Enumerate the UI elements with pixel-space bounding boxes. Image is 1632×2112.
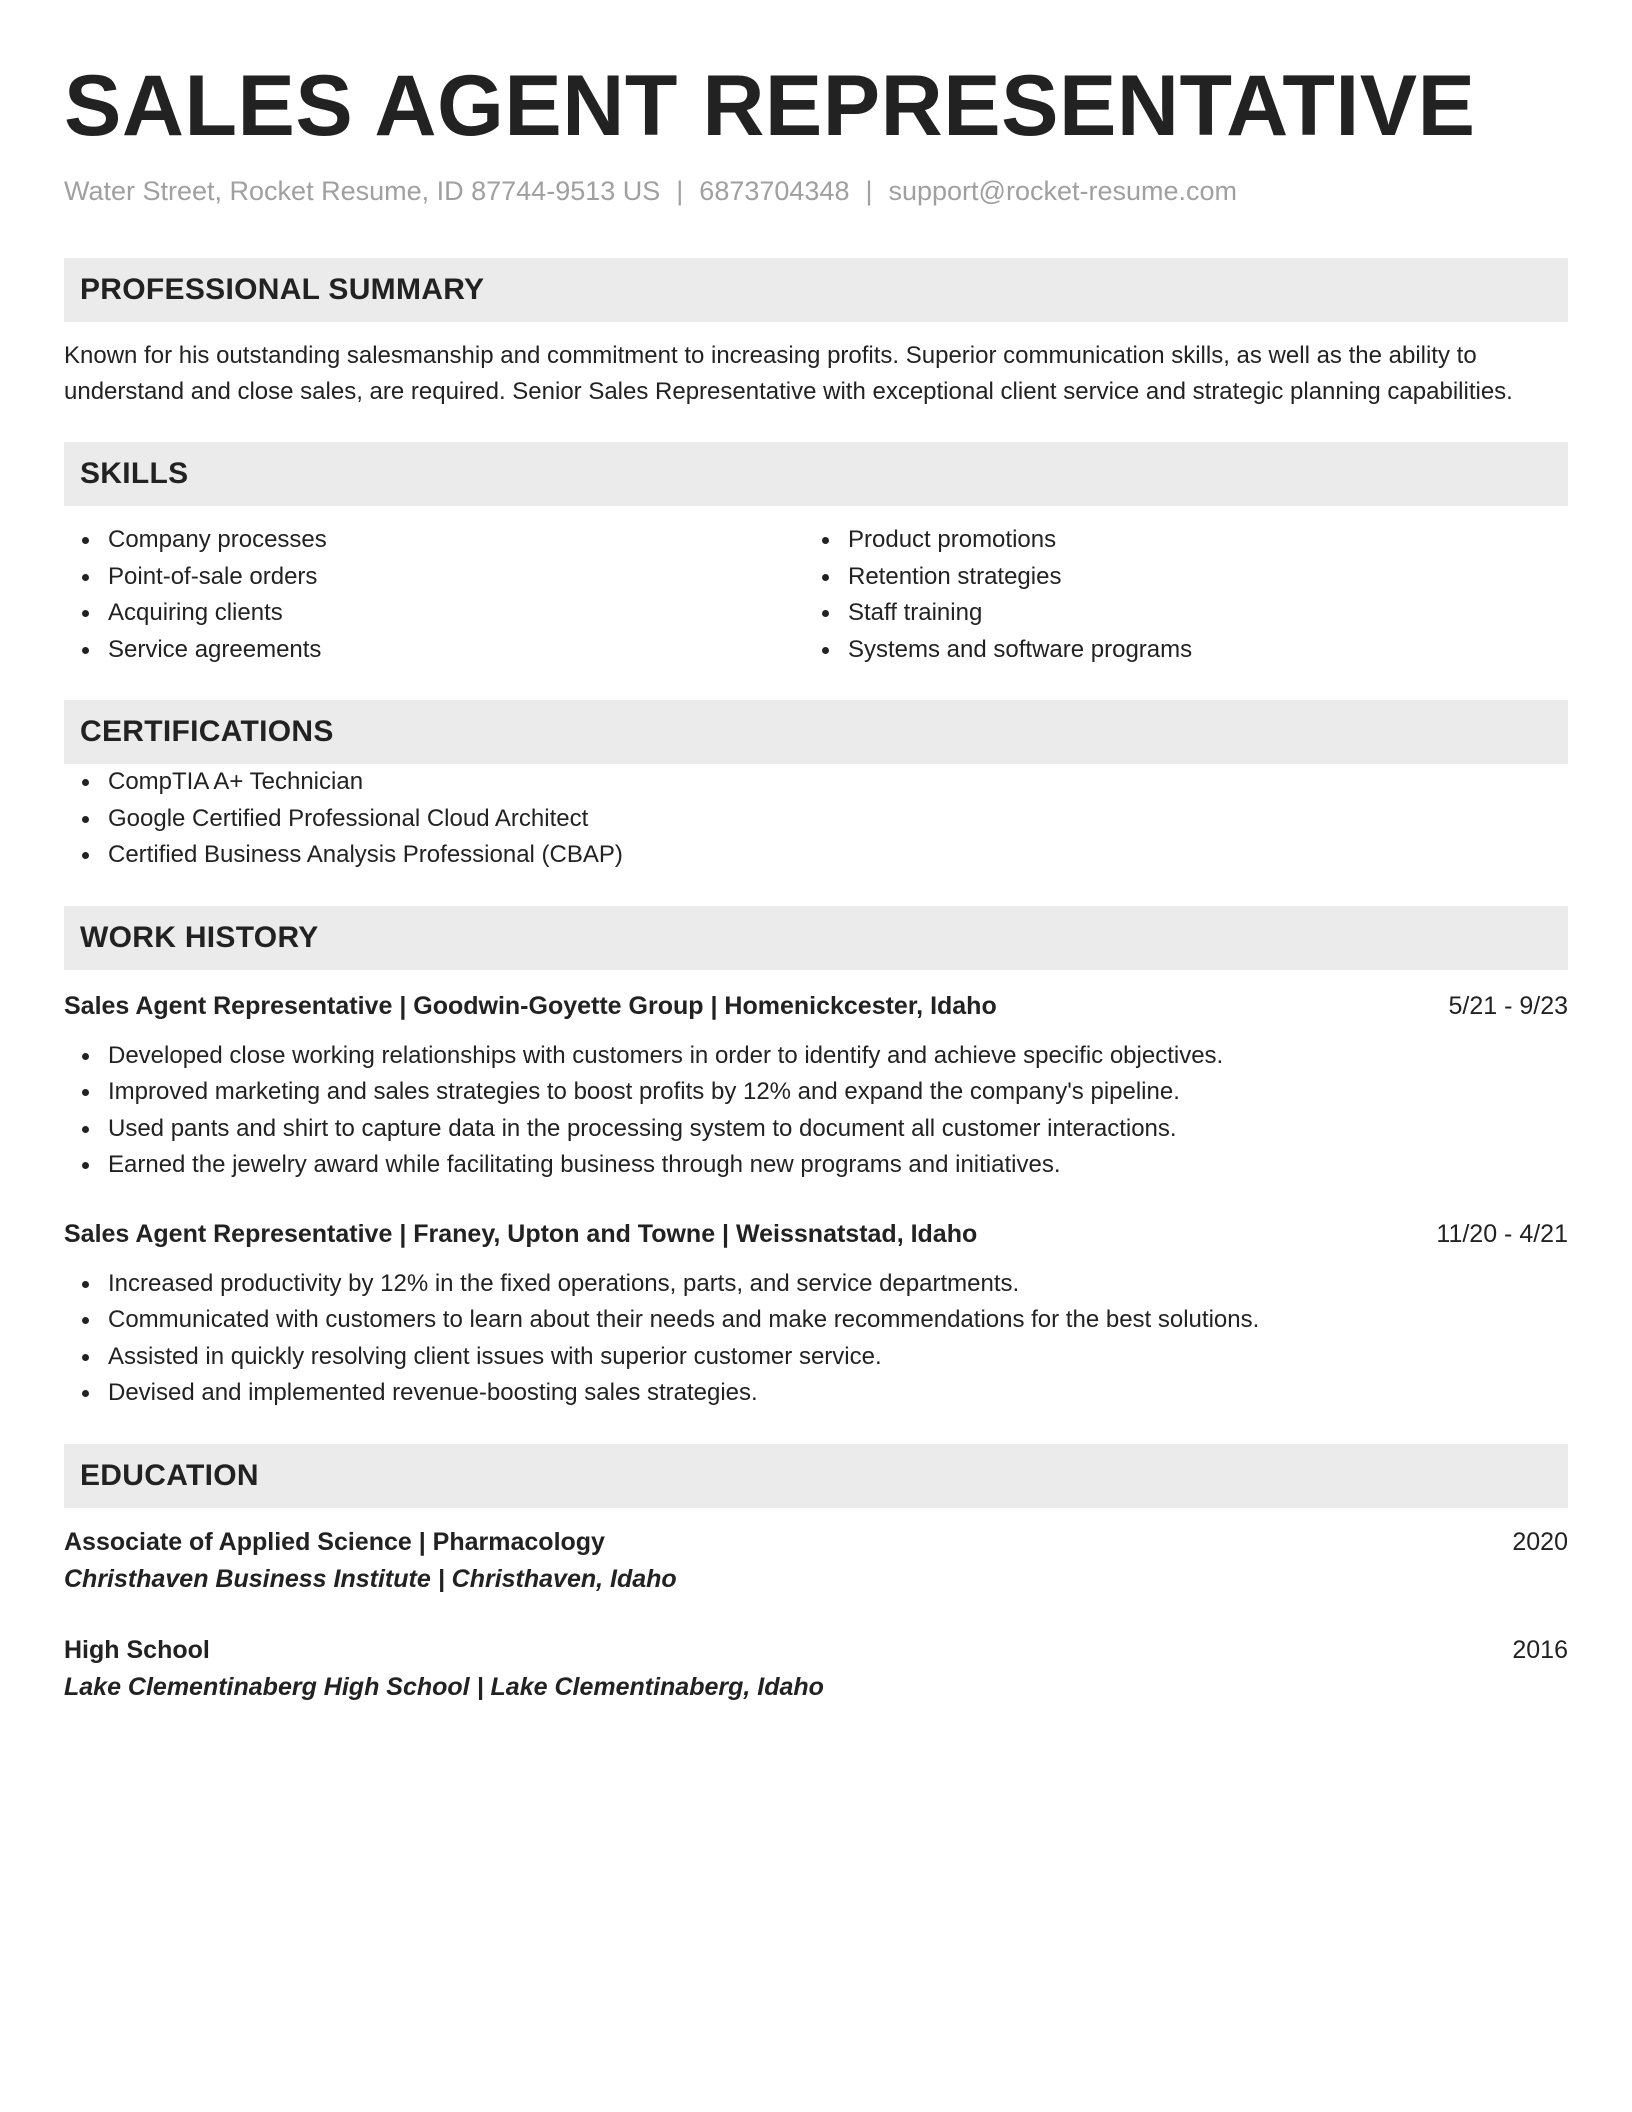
education-header [64,1632,1568,1668]
education-heading: EDUCATION [64,1444,1568,1508]
certifications-heading: CERTIFICATIONS [64,700,1568,764]
job-dates: 5/21 - 9/23 [1448,991,1568,1020]
skills-heading: SKILLS [64,442,1568,506]
job-bullet: Developed close working relationships with customers in order to identify and achieve specific objectives. [64,1038,1568,1075]
education-header [64,1524,1568,1560]
candidate-name: SALES AGENT REPRESENTATIVE [64,58,1476,154]
skill-item: Point-of-sale orders [64,559,804,596]
job-bullet: Communicated with customers to learn about their needs and make recommendations for the best solutions. [64,1302,1568,1339]
certifications-list [64,764,1568,874]
certification-item: Certified Business Analysis Professional (CBAP) [64,837,1568,874]
skill-item: Product promotions [804,522,1568,559]
summary-text: Known for his outstanding salesmanship and commitment to increasing profits. Superior communication skills, as well as the ability to understand and close sales, are required. Senior Sales Representative with exceptional client service and strategic planning capabilities. [64,342,1513,405]
skill-item: Retention strategies [804,559,1568,596]
contact-address: Water Street, Rocket Resume, ID 87744-9513 US [64,176,661,206]
education-entry [64,1632,1568,1706]
contact-separator: | [865,176,873,206]
skill-item: Staff training [804,595,1568,632]
job-bullet: Improved marketing and sales strategies to boost profits by 12% and expand the company's pipeline. [64,1074,1568,1111]
contact-email: support@rocket-resume.com [888,176,1238,206]
job-title: Sales Agent Representative | Goodwin-Goyette Group | Homenickcester, Idaho [64,991,997,1020]
school-name: Christhaven Business Institute | Christhaven, Idaho [64,1564,677,1593]
skills-grid [64,522,1568,668]
job-title: Sales Agent Representative | Franey, Upton and Towne | Weissnatstad, Idaho [64,1219,978,1248]
job-bullet: Used pants and shirt to capture data in the processing system to document all customer interactions. [64,1111,1568,1148]
degree-title: High School [64,1635,210,1664]
skills-list-left [64,522,804,668]
skill-item: Service agreements [64,632,804,669]
graduation-year: 2016 [1512,1635,1568,1664]
education-entry [64,1524,1568,1598]
contact-line [64,174,1568,208]
graduation-year: 2020 [1512,1527,1568,1556]
contact-separator: | [676,176,684,206]
certification-item: CompTIA A+ Technician [64,764,1568,801]
job-bullets [64,1266,1568,1412]
skill-item: Company processes [64,522,804,559]
skill-item: Acquiring clients [64,595,804,632]
skill-item: Systems and software programs [804,632,1568,669]
job-header [64,988,1568,1024]
job-bullet: Earned the jewelry award while facilitating business through new programs and initiatives. [64,1147,1568,1184]
contact-phone: 6873704348 [699,176,850,206]
certification-item: Google Certified Professional Cloud Architect [64,801,1568,838]
work-history-heading: WORK HISTORY [64,906,1568,970]
job-bullet: Increased productivity by 12% in the fixed operations, parts, and service departments. [64,1266,1568,1303]
degree-title: Associate of Applied Science | Pharmacology [64,1527,605,1556]
job-header [64,1216,1568,1252]
job-entry [64,1216,1568,1412]
job-bullets [64,1038,1568,1184]
school-name: Lake Clementinaberg High School | Lake Clementinaberg, Idaho [64,1672,824,1701]
job-dates: 11/20 - 4/21 [1436,1219,1568,1248]
skills-list-right [804,522,1568,668]
summary-heading: PROFESSIONAL SUMMARY [64,258,1568,322]
job-entry [64,988,1568,1184]
job-bullet: Devised and implemented revenue-boosting sales strategies. [64,1375,1568,1412]
job-bullet: Assisted in quickly resolving client issues with superior customer service. [64,1339,1568,1376]
